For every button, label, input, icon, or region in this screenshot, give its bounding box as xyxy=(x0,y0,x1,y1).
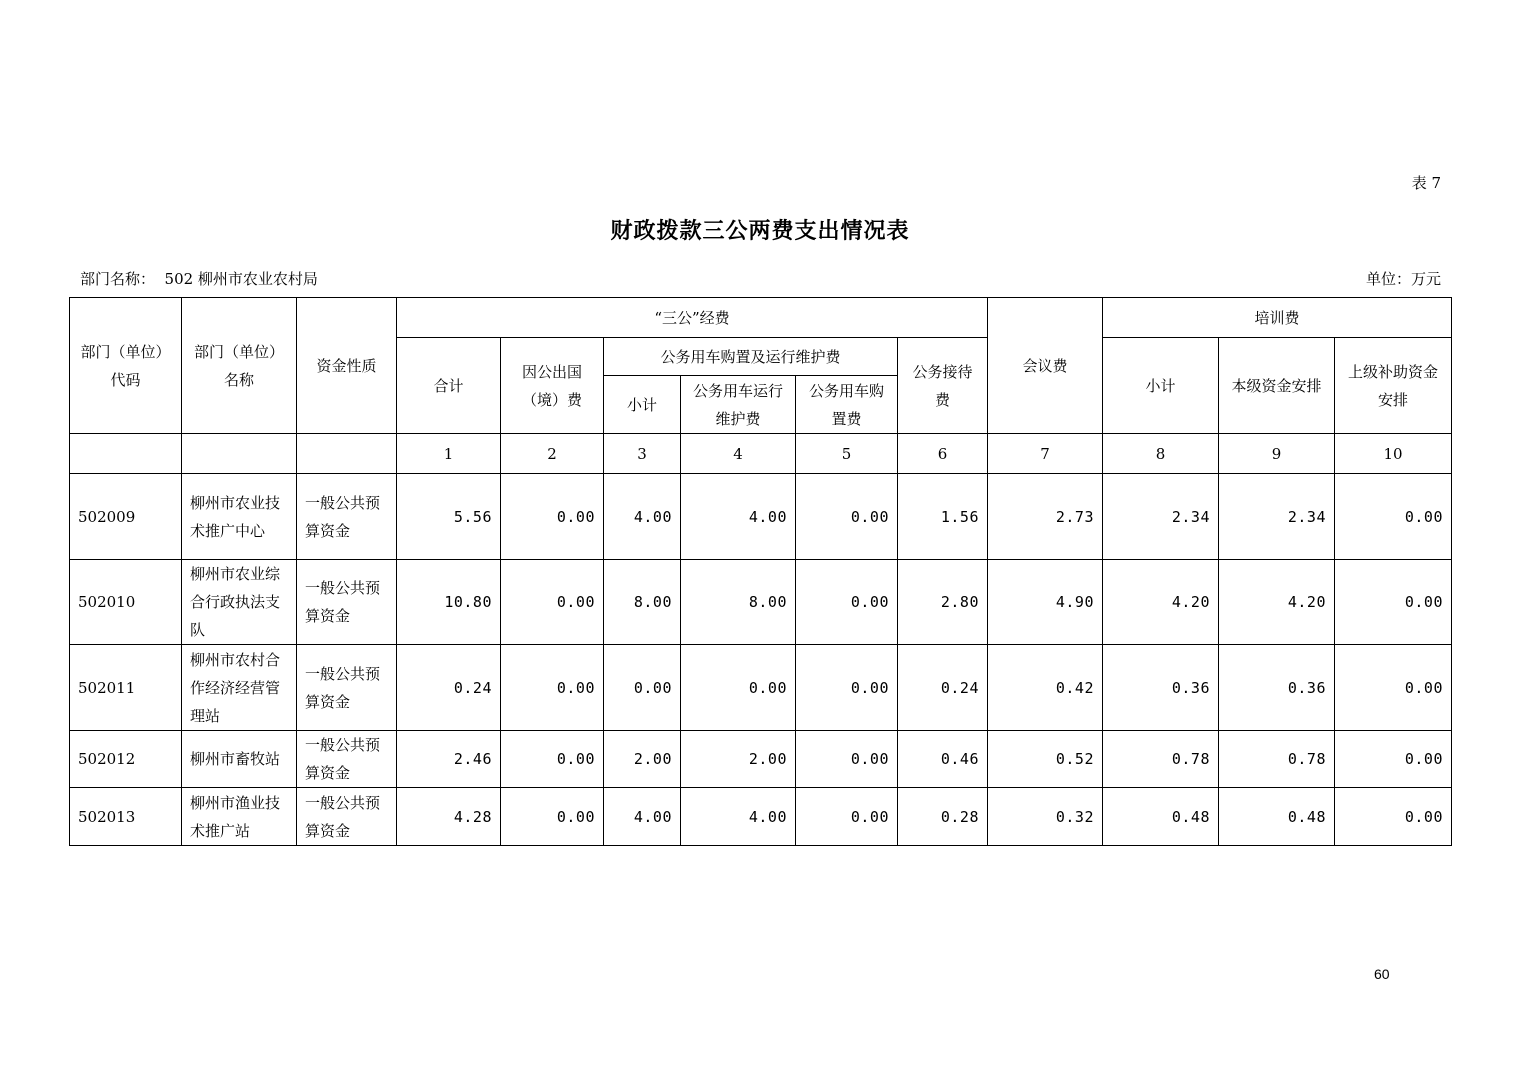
col-index: 5 xyxy=(796,434,898,474)
cell-vehicle-purchase: 0.00 xyxy=(796,560,898,645)
cell-meeting: 2.73 xyxy=(988,474,1103,560)
cell-vehicle-subtotal: 4.00 xyxy=(604,788,681,846)
col-index: 1 xyxy=(397,434,501,474)
cell-local-funds: 0.48 xyxy=(1219,788,1335,846)
header-name: 部门（单位）名称 xyxy=(182,298,297,434)
cell-vehicle-purchase: 0.00 xyxy=(796,731,898,788)
row-code: 502010 xyxy=(70,560,182,645)
row-code: 502009 xyxy=(70,474,182,560)
cell-local-funds: 0.36 xyxy=(1219,645,1335,731)
cell-abroad: 0.00 xyxy=(501,474,604,560)
table-row xyxy=(70,788,1452,846)
col-index: 10 xyxy=(1335,434,1452,474)
cell-total: 0.24 xyxy=(397,645,501,731)
header-vehicle-purchase: 公务用车购置费 xyxy=(796,376,898,434)
cell-training-subtotal: 2.34 xyxy=(1103,474,1219,560)
table-row xyxy=(70,560,1452,645)
cell-vehicle-subtotal: 4.00 xyxy=(604,474,681,560)
cell-abroad: 0.00 xyxy=(501,645,604,731)
col-index: 9 xyxy=(1219,434,1335,474)
header-abroad: 因公出国（境）费 xyxy=(501,338,604,434)
cell-reception: 0.46 xyxy=(898,731,988,788)
header-total: 合计 xyxy=(397,338,501,434)
cell-vehicle-purchase: 0.00 xyxy=(796,788,898,846)
header-vehicle-subtotal: 小计 xyxy=(604,376,681,434)
department-label: 部门名称： 502 柳州市农业农村局 xyxy=(80,270,318,288)
row-name: 柳州市农村合作经济经营管理站 xyxy=(182,645,297,731)
header-vehicle: 公务用车购置及运行维护费 xyxy=(604,338,898,376)
cell-training-subtotal: 0.36 xyxy=(1103,645,1219,731)
cell-vehicle-operate: 8.00 xyxy=(681,560,796,645)
row-code: 502012 xyxy=(70,731,182,788)
cell-total: 4.28 xyxy=(397,788,501,846)
header-vehicle-operate: 公务用车运行维护费 xyxy=(681,376,796,434)
cell-vehicle-subtotal: 2.00 xyxy=(604,731,681,788)
cell-meeting: 4.90 xyxy=(988,560,1103,645)
row-name: 柳州市农业技术推广中心 xyxy=(182,474,297,560)
cell-meeting: 0.42 xyxy=(988,645,1103,731)
row-code: 502013 xyxy=(70,788,182,846)
row-name: 柳州市畜牧站 xyxy=(182,731,297,788)
row-name: 柳州市渔业技术推广站 xyxy=(182,788,297,846)
page-title: 财政拨款三公两费支出情况表 xyxy=(610,218,910,244)
header-code: 部门（单位）代码 xyxy=(70,298,182,434)
cell-abroad: 0.00 xyxy=(501,731,604,788)
cell-training-subtotal: 0.48 xyxy=(1103,788,1219,846)
row-name: 柳州市农业综合行政执法支队 xyxy=(182,560,297,645)
cell-upper-funds: 0.00 xyxy=(1335,560,1452,645)
header-upper-funds: 上级补助资金安排 xyxy=(1335,338,1452,434)
cell-reception: 1.56 xyxy=(898,474,988,560)
unit-label: 单位：万元 xyxy=(1365,270,1441,288)
row-nature: 一般公共预算资金 xyxy=(297,788,397,846)
row-nature: 一般公共预算资金 xyxy=(297,645,397,731)
col-index: 7 xyxy=(988,434,1103,474)
cell-vehicle-operate: 4.00 xyxy=(681,788,796,846)
cell-vehicle-operate: 0.00 xyxy=(681,645,796,731)
index-spacer xyxy=(297,434,397,474)
cell-local-funds: 2.34 xyxy=(1219,474,1335,560)
table-row xyxy=(70,731,1452,788)
header-reception: 公务接待费 xyxy=(898,338,988,434)
col-index: 8 xyxy=(1103,434,1219,474)
col-index: 3 xyxy=(604,434,681,474)
cell-vehicle-purchase: 0.00 xyxy=(796,474,898,560)
cell-vehicle-purchase: 0.00 xyxy=(796,645,898,731)
table-number: 表 7 xyxy=(1411,174,1441,192)
index-spacer xyxy=(70,434,182,474)
row-nature: 一般公共预算资金 xyxy=(297,731,397,788)
header-local-funds: 本级资金安排 xyxy=(1219,338,1335,434)
cell-meeting: 0.52 xyxy=(988,731,1103,788)
cell-reception: 0.28 xyxy=(898,788,988,846)
index-spacer xyxy=(182,434,297,474)
table-row xyxy=(70,474,1452,560)
cell-abroad: 0.00 xyxy=(501,560,604,645)
cell-meeting: 0.32 xyxy=(988,788,1103,846)
row-code: 502011 xyxy=(70,645,182,731)
cell-local-funds: 4.20 xyxy=(1219,560,1335,645)
cell-vehicle-subtotal: 8.00 xyxy=(604,560,681,645)
cell-upper-funds: 0.00 xyxy=(1335,645,1452,731)
cell-abroad: 0.00 xyxy=(501,788,604,846)
cell-training-subtotal: 4.20 xyxy=(1103,560,1219,645)
cell-training-subtotal: 0.78 xyxy=(1103,731,1219,788)
header-training: 培训费 xyxy=(1103,298,1452,338)
col-index: 4 xyxy=(681,434,796,474)
cell-vehicle-subtotal: 0.00 xyxy=(604,645,681,731)
header-meeting: 会议费 xyxy=(988,298,1103,434)
header-sangong: “三公”经费 xyxy=(397,298,988,338)
cell-upper-funds: 0.00 xyxy=(1335,731,1452,788)
table-row xyxy=(70,645,1452,731)
cell-reception: 0.24 xyxy=(898,645,988,731)
cell-total: 2.46 xyxy=(397,731,501,788)
page-number: 60 xyxy=(1374,966,1390,982)
expense-table xyxy=(69,297,1452,846)
col-index: 2 xyxy=(501,434,604,474)
cell-upper-funds: 0.00 xyxy=(1335,788,1452,846)
header-nature: 资金性质 xyxy=(297,298,397,434)
row-nature: 一般公共预算资金 xyxy=(297,560,397,645)
cell-upper-funds: 0.00 xyxy=(1335,474,1452,560)
cell-vehicle-operate: 4.00 xyxy=(681,474,796,560)
header-training-subtotal: 小计 xyxy=(1103,338,1219,434)
cell-vehicle-operate: 2.00 xyxy=(681,731,796,788)
cell-total: 5.56 xyxy=(397,474,501,560)
cell-total: 10.80 xyxy=(397,560,501,645)
cell-reception: 2.80 xyxy=(898,560,988,645)
col-index: 6 xyxy=(898,434,988,474)
row-nature: 一般公共预算资金 xyxy=(297,474,397,560)
cell-local-funds: 0.78 xyxy=(1219,731,1335,788)
